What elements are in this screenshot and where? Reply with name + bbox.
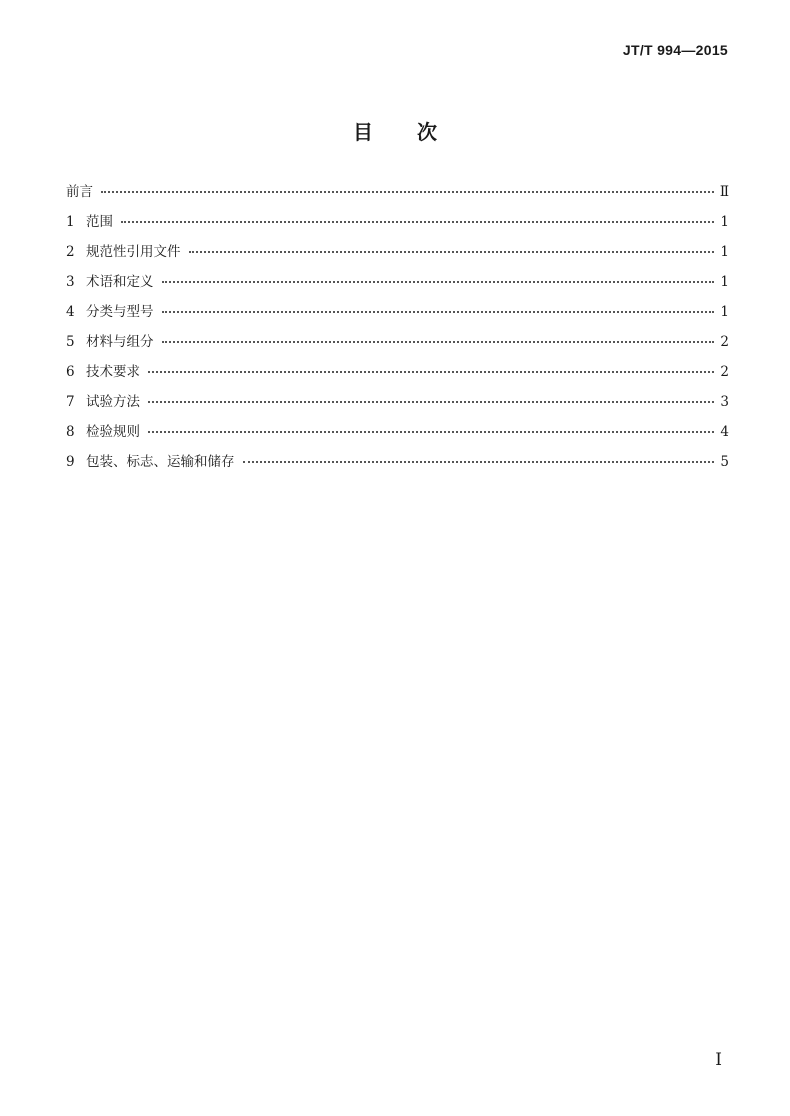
toc-entry-8[interactable] xyxy=(66,420,729,450)
toc-entry-number: 9 xyxy=(66,454,75,470)
toc-entry-label: 试验方法 xyxy=(86,394,140,410)
toc-entry-number: 3 xyxy=(66,274,75,290)
toc-dot-leader xyxy=(121,221,714,223)
toc-entry-number: 7 xyxy=(66,394,75,410)
toc-dot-leader xyxy=(148,371,714,373)
toc-entry-page: 5 xyxy=(720,454,729,470)
toc-entry-number: 5 xyxy=(66,334,75,350)
toc-entry-page: Ⅱ xyxy=(719,184,729,200)
page-title: 目次 xyxy=(353,120,481,144)
toc-entry-label: 前言 xyxy=(66,184,93,200)
toc-entry-page: 1 xyxy=(720,304,729,320)
toc-entry-label: 检验规则 xyxy=(86,424,140,440)
toc-dot-leader xyxy=(148,431,714,433)
toc-entry-label: 包装、标志、运输和储存 xyxy=(86,454,235,470)
toc-dot-leader xyxy=(162,281,715,283)
toc-entry-4[interactable] xyxy=(66,300,729,330)
toc-entry-1[interactable] xyxy=(66,210,729,240)
toc-entry-page: 1 xyxy=(720,214,729,230)
toc-entry-label: 范围 xyxy=(86,214,113,230)
toc-entry-page: 1 xyxy=(720,244,729,260)
toc-entry-label: 规范性引用文件 xyxy=(86,244,181,260)
toc-entry-page: 4 xyxy=(720,424,729,440)
toc-entry-3[interactable] xyxy=(66,270,729,300)
page-number: Ⅰ xyxy=(715,1050,722,1070)
toc-dot-leader xyxy=(162,341,715,343)
toc-entry-7[interactable] xyxy=(66,390,729,420)
toc-entry-page: 3 xyxy=(720,394,729,410)
toc-entry-label: 术语和定义 xyxy=(86,274,154,290)
toc-entry-number: 4 xyxy=(66,304,75,320)
toc-dot-leader xyxy=(162,311,715,313)
toc-entry-number: 2 xyxy=(66,244,75,260)
toc-dot-leader xyxy=(101,191,714,193)
toc-entry-9[interactable] xyxy=(66,450,729,480)
toc-entry-number: 1 xyxy=(66,214,75,230)
toc-entry-foreword[interactable] xyxy=(66,180,729,210)
toc-dot-leader xyxy=(189,251,715,253)
toc-entry-number: 6 xyxy=(66,364,75,380)
toc-entry-number: 8 xyxy=(66,424,75,440)
toc-entry-label: 材料与组分 xyxy=(86,334,154,350)
toc-entry-label: 分类与型号 xyxy=(86,304,154,320)
toc-dot-leader xyxy=(148,401,714,403)
toc-entry-page: 1 xyxy=(720,274,729,290)
toc-entry-2[interactable] xyxy=(66,240,729,270)
toc-entry-label: 技术要求 xyxy=(86,364,140,380)
toc-entry-page: 2 xyxy=(720,334,729,350)
toc-dot-leader xyxy=(243,461,715,463)
toc-entry-6[interactable] xyxy=(66,360,729,390)
toc-entry-page: 2 xyxy=(720,364,729,380)
document-code: JT/T 994—2015 xyxy=(622,42,728,58)
toc-entry-5[interactable] xyxy=(66,330,729,360)
table-of-contents xyxy=(66,180,729,480)
